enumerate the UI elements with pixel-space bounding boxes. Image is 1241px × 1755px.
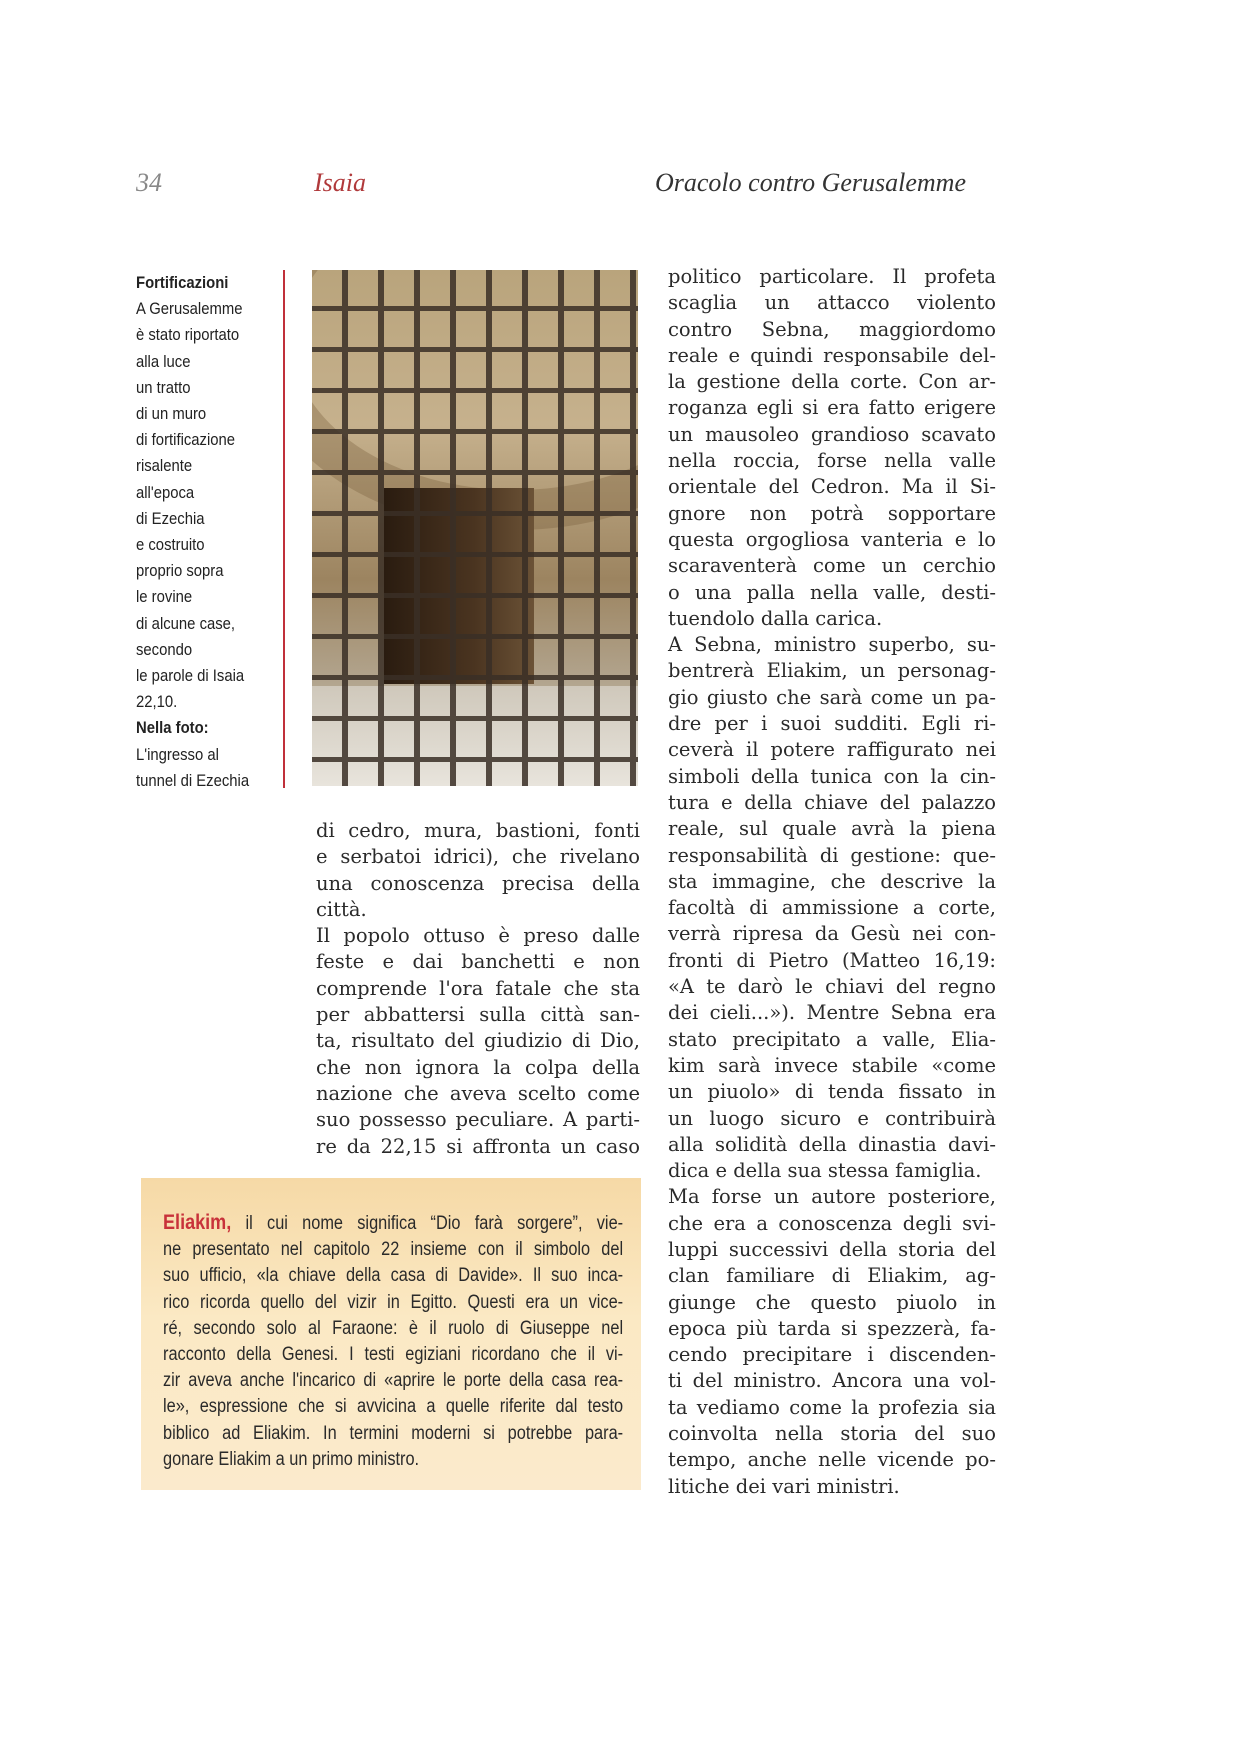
text-line: coinvolta nella storia del suo — [668, 1422, 996, 1446]
text-line: un luogo sicuro e contribuirà — [668, 1106, 996, 1130]
text-line: gio giusto che sarà come un pa- — [668, 685, 996, 709]
text-line: dica e della sua stessa famiglia. — [668, 1159, 982, 1183]
text-line: giunge che questo piuolo in — [668, 1290, 996, 1314]
text-line: di cedro, mura, bastioni, fonti — [316, 819, 640, 842]
box-line-text: gonare Eliakim a un primo ministro. — [163, 1448, 420, 1470]
box-text — [163, 1210, 623, 1473]
text-line: ta, risultato del giudizio di Dio, — [316, 1029, 640, 1053]
text-line: tempo, anche nelle vicende po- — [668, 1448, 996, 1472]
text-line: feste e dai banchetti e non — [316, 950, 640, 974]
box-line — [163, 1368, 623, 1394]
text-line: che non ignora la colpa della — [316, 1055, 640, 1079]
text-line: dei cieli...»). Mentre Sebna era — [668, 1001, 996, 1025]
tunnel-photo — [312, 270, 638, 786]
text-line: epoca più tarda si spezzerà, fa- — [668, 1316, 996, 1340]
text-line: tuendolo dalla carica. — [668, 606, 883, 630]
text-line: dre per i suoi sudditi. Egli ri- — [668, 712, 996, 736]
box-line — [163, 1290, 623, 1316]
text-line: città. — [316, 897, 367, 921]
text-line: re da 22,15 si affronta un caso — [316, 1134, 640, 1158]
text-line: A Sebna, ministro superbo, su- — [668, 633, 996, 657]
box-line-text: biblico ad Eliakim. In termini moderni si potrebbe para- — [163, 1422, 624, 1444]
text-line: politico particolare. Il profeta — [668, 265, 996, 288]
text-line: stato precipitato a valle, Elia- — [668, 1027, 996, 1051]
text-line: clan familiare di Eliakim, ag- — [668, 1264, 996, 1288]
sidebar-text — [136, 296, 262, 715]
text-line: bentrerà Eliakim, un personag- — [668, 659, 996, 683]
box-line — [163, 1237, 623, 1263]
text-line: luppi successivi della storia del — [668, 1237, 996, 1261]
photo-label: Nella foto: — [136, 719, 209, 738]
text-line: una conoscenza precisa della — [316, 871, 640, 895]
text-line: un mausoleo grandioso scavato — [668, 422, 996, 446]
box-line-text: suo ufficio, «la chiave della casa di Davide». Il suo inca- — [163, 1265, 624, 1287]
text-line: kim sarà invece stabile «come — [668, 1053, 996, 1077]
text-line: per abbattersi sulla città san- — [316, 1003, 640, 1027]
box-line — [163, 1316, 623, 1342]
text-line: fronti di Pietro (Matteo 16,19: — [668, 948, 996, 972]
text-line: Il popolo ottuso è preso dalle — [316, 924, 640, 948]
text-line: responsabilità di gestione: que- — [668, 843, 996, 867]
text-line: un tratto — [136, 378, 191, 397]
text-line: le rovine — [136, 588, 193, 607]
text-line: reale e quindi responsabile del- — [668, 343, 996, 367]
text-line: 22,10. — [136, 693, 178, 712]
box-line — [163, 1210, 623, 1237]
text-line: gnore non potrà sopportare — [668, 501, 996, 525]
box-line — [163, 1394, 623, 1420]
text-line: roganza egli si era fatto erigere — [668, 396, 996, 420]
text-line: tura e della chiave del palazzo — [668, 790, 996, 814]
text-line: risalente — [136, 457, 193, 476]
text-line: comprende l'ora fatale che sta — [316, 976, 640, 1000]
text-line: scaglia un attacco violento — [668, 291, 996, 315]
text-line: «A te darò le chiavi del regno — [668, 975, 996, 999]
box-line-text: rico ricorda quello del vizir in Egitto. Questi era un vice- — [163, 1291, 624, 1313]
box-line-text: ré, secondo solo al Faraone: è il ruolo di Giuseppe nel — [163, 1317, 624, 1339]
box-line-text: racconto della Genesi. I testi egiziani ricordano che il vi- — [163, 1344, 624, 1366]
eliakim-box — [141, 1178, 641, 1490]
text-line: orientale del Cedron. Ma il Si- — [668, 475, 996, 499]
text-line: L'ingresso al — [136, 745, 219, 764]
text-line: secondo — [136, 640, 193, 659]
text-line: è stato riportato — [136, 326, 240, 345]
text-line: scaraventerà come un cerchio — [668, 554, 996, 578]
text-line: A Gerusalemme — [136, 300, 243, 319]
box-line — [163, 1421, 623, 1447]
box-line-text: le», espressione che si avvicina a quelle riferite dal testo — [163, 1396, 624, 1418]
sidebar-divider — [283, 270, 285, 788]
book-title: Isaia — [314, 168, 366, 197]
box-line — [163, 1447, 623, 1473]
sidebar-note — [136, 270, 262, 794]
text-line: tunnel di Ezechia — [136, 771, 250, 790]
text-line: ceverà il potere raffigurato nei — [668, 738, 996, 762]
box-line — [163, 1342, 623, 1368]
text-line: alla solidità della dinastia davi- — [668, 1132, 996, 1156]
text-line: sta immagine, che descrive la — [668, 869, 996, 893]
text-line: e serbatoi idrici), che rivelano — [316, 845, 640, 869]
text-line: nella roccia, forse nella valle — [668, 449, 996, 473]
text-line: alla luce — [136, 352, 191, 371]
text-line: ta vediamo come la profezia sia — [668, 1395, 996, 1419]
middle-column-text — [316, 818, 640, 1160]
box-line-text: ne presentato nel capitolo 22 insieme con il simbolo del — [163, 1239, 624, 1261]
text-line: e costruito — [136, 536, 205, 555]
sidebar-title: Fortificazioni — [136, 274, 229, 292]
text-line: reale, sul quale avrà la piena — [668, 817, 996, 841]
text-line: suo possesso peculiare. A parti- — [316, 1108, 640, 1132]
text-line: un piuolo» di tenda fissato in — [668, 1080, 996, 1104]
box-line-text: il cui nome significa “Dio farà sorgere”, vie- — [231, 1213, 624, 1234]
text-line: di un muro — [136, 405, 207, 424]
text-line: facoltà di ammissione a corte, — [668, 896, 996, 920]
box-line — [163, 1263, 623, 1289]
right-column-text — [668, 264, 996, 1500]
text-line: di alcune case, — [136, 614, 236, 633]
text-line: nazione che aveva scelto come — [316, 1081, 640, 1105]
text-line: di Ezechia — [136, 509, 205, 528]
text-line: Ma forse un autore posteriore, — [668, 1185, 996, 1209]
text-line: le parole di Isaia — [136, 667, 245, 686]
section-title: Oracolo contro Gerusalemme — [655, 168, 966, 197]
text-line: che era a conoscenza degli svi- — [668, 1211, 996, 1235]
text-line: cendo precipitare i discenden- — [668, 1343, 996, 1367]
text-line: simboli della tunica con la cin- — [668, 764, 996, 788]
text-line: questa orgogliosa vanteria e lo — [668, 527, 996, 551]
text-line: la gestione della corte. Con ar- — [668, 370, 996, 394]
box-lead: Eliakim, — [163, 1211, 232, 1234]
page-number: 34 — [136, 168, 162, 197]
box-line-text: zir aveva anche l'incarico di «aprire le porte della casa rea- — [163, 1370, 624, 1392]
text-line: di fortificazione — [136, 431, 236, 450]
text-line: all'epoca — [136, 483, 195, 502]
text-line: o una palla nella valle, desti- — [668, 580, 996, 604]
text-line: proprio sopra — [136, 562, 224, 581]
text-line: verrà ripresa da Gesù nei con- — [668, 922, 996, 946]
photo-caption — [136, 742, 262, 794]
text-line: contro Sebna, maggiordomo — [668, 317, 996, 341]
text-line: ti del ministro. Ancora una vol- — [668, 1369, 996, 1393]
text-line: litiche dei vari ministri. — [668, 1474, 900, 1498]
